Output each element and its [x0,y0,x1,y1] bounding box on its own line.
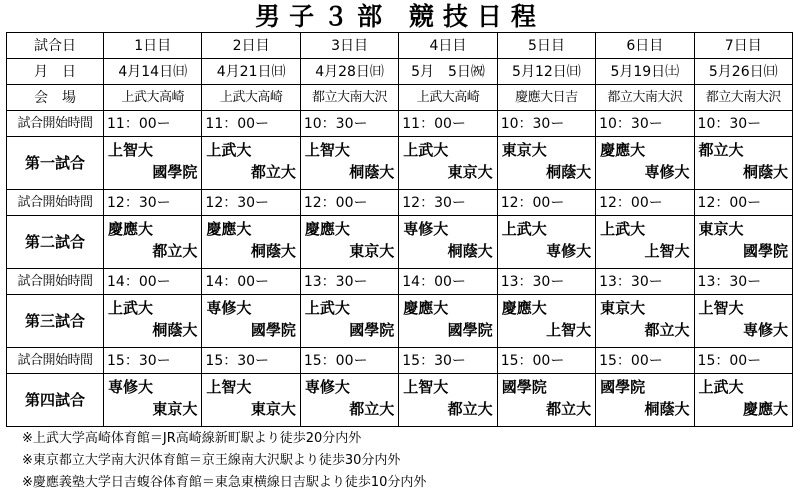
team-home: 慶應大 [206,220,252,238]
team-away: 都立大 [349,400,395,418]
team-home: 上武大 [600,220,646,238]
start-time-cell: 11：00ー [399,111,497,137]
date-cell: 5月19日㈯ [596,59,694,85]
day-cell: 7日目 [694,33,792,59]
row-label-date: 月 日 [7,59,104,85]
start-time-cell: 15：00ー [497,348,595,374]
venue-cell: 都立大南大沢 [596,85,694,111]
row-start-time [7,348,793,374]
team-away: 國學院 [152,163,198,181]
start-time-cell: 10：30ー [694,111,792,137]
team-home: 上智大 [108,141,154,159]
team-home: 上智大 [403,378,449,396]
team-home: 國學院 [501,378,547,396]
row-label-start: 試合開始時間 [7,269,104,295]
row-venue [7,85,793,111]
team-home: 上智大 [304,141,350,159]
start-time-cell: 15：30ー [399,348,497,374]
match-cell [300,137,398,190]
team-home: 上武大 [698,378,744,396]
venue-cell: 上武大高崎 [399,85,497,111]
match-cell [300,216,398,269]
match-cell [497,374,595,427]
start-time-cell: 15：30ー [202,348,300,374]
team-home: 上智大 [698,299,744,317]
start-time-cell: 10：30ー [300,111,398,137]
start-time-cell: 12：00ー [497,190,595,216]
team-away: 國學院 [742,242,788,260]
row-label-start: 試合開始時間 [7,190,104,216]
team-away: 桐蔭大 [349,163,395,181]
team-away: 東京大 [447,163,493,181]
match-cell [202,295,300,348]
team-away: 都立大 [546,400,592,418]
team-home: 慶應大 [403,299,449,317]
team-home: 慶應大 [600,141,646,159]
day-cell: 6日目 [596,33,694,59]
match-cell [300,374,398,427]
match-cell [104,295,202,348]
match-cell [596,295,694,348]
team-home: 東京大 [501,141,547,159]
row-label-start: 試合開始時間 [7,348,104,374]
start-time-cell: 12：30ー [104,190,202,216]
row-start-time [7,111,793,137]
start-time-cell: 10：30ー [596,111,694,137]
team-away: 東京大 [349,242,395,260]
start-time-cell: 12：00ー [694,190,792,216]
team-home: 都立大 [698,141,744,159]
start-time-cell: 14：00ー [399,269,497,295]
game-label: 第二試合 [7,216,104,269]
page-title: 男子３部 競技日程 [255,2,545,31]
schedule-body [7,33,793,427]
team-away: 桐蔭大 [152,321,198,339]
start-time-cell: 11：00ー [104,111,202,137]
team-away: 上智大 [546,321,592,339]
team-away: 専修大 [546,242,592,260]
row-label-day: 試合日 [7,33,104,59]
team-home: 東京大 [698,220,744,238]
team-home: 東京大 [600,299,646,317]
venue-cell: 上武大高崎 [104,85,202,111]
match-cell [399,137,497,190]
row-start-time [7,269,793,295]
team-away: 東京大 [152,400,198,418]
team-home: 上武大 [108,299,154,317]
schedule-table [6,32,793,427]
team-away: 都立大 [447,400,493,418]
start-time-cell: 13：30ー [300,269,398,295]
note: ※上武大学高崎体育館＝JR高崎線新町駅より徒歩20分内外 [22,431,362,446]
day-cell: 5日目 [497,33,595,59]
team-home: 専修大 [403,220,449,238]
start-time-cell: 10：30ー [497,111,595,137]
team-away: 都立大 [250,163,296,181]
team-home: 専修大 [108,378,154,396]
match-cell [399,374,497,427]
date-cell: 5月 5日㈷ [399,59,497,85]
match-cell [596,137,694,190]
team-home: 上武大 [206,141,252,159]
team-home: 専修大 [304,378,350,396]
match-cell [104,374,202,427]
notes [22,428,426,494]
row-label-venue: 会 場 [7,85,104,111]
team-home: 上武大 [304,299,350,317]
date-cell: 5月12日㈰ [497,59,595,85]
start-time-cell: 15：00ー [596,348,694,374]
row-match [7,295,793,348]
row-match [7,374,793,427]
start-time-cell: 15：00ー [300,348,398,374]
start-time-cell: 11：00ー [202,111,300,137]
match-cell [104,216,202,269]
team-away: 國學院 [250,321,296,339]
team-home: 慶應大 [108,220,154,238]
venue-cell: 都立大南大沢 [694,85,792,111]
team-away: 都立大 [644,321,690,339]
team-home: 上武大 [403,141,449,159]
match-cell [497,295,595,348]
day-cell: 2日目 [202,33,300,59]
team-home: 國學院 [600,378,646,396]
team-home: 専修大 [206,299,252,317]
match-cell [497,137,595,190]
team-away: 桐蔭大 [644,400,690,418]
team-away: 上智大 [644,242,690,260]
start-time-cell: 12：00ー [596,190,694,216]
match-cell [596,374,694,427]
row-label-start: 試合開始時間 [7,111,104,137]
match-cell [596,216,694,269]
team-away: 東京大 [250,400,296,418]
day-cell: 1日目 [104,33,202,59]
match-cell [300,295,398,348]
team-away: 都立大 [152,242,198,260]
team-away: 慶應大 [742,400,788,418]
date-cell: 5月26日㈰ [694,59,792,85]
start-time-cell: 13：30ー [694,269,792,295]
match-cell [202,137,300,190]
match-cell [399,295,497,348]
day-cell: 4日目 [399,33,497,59]
team-home: 上智大 [206,378,252,396]
start-time-cell: 15：30ー [104,348,202,374]
team-away: 専修大 [644,163,690,181]
start-time-cell: 13：30ー [497,269,595,295]
row-date [7,59,793,85]
venue-cell: 上武大高崎 [202,85,300,111]
date-cell: 4月21日㈰ [202,59,300,85]
match-cell [694,295,792,348]
row-match [7,137,793,190]
match-cell [497,216,595,269]
team-away: 桐蔭大 [742,163,788,181]
day-cell: 3日目 [300,33,398,59]
game-label: 第三試合 [7,295,104,348]
start-time-cell: 12：00ー [300,190,398,216]
match-cell [104,137,202,190]
start-time-cell: 12：30ー [399,190,497,216]
note: ※東京都立大学南大沢体育館＝京王線南大沢駅より徒歩30分内外 [22,453,401,468]
start-time-cell: 15：00ー [694,348,792,374]
match-cell [202,374,300,427]
row-match [7,216,793,269]
venue-cell: 都立大南大沢 [300,85,398,111]
start-time-cell: 12：30ー [202,190,300,216]
team-away: 桐蔭大 [250,242,296,260]
game-label: 第一試合 [7,137,104,190]
team-away: 國學院 [447,321,493,339]
team-away: 桐蔭大 [546,163,592,181]
team-home: 慶應大 [304,220,350,238]
match-cell [399,216,497,269]
team-away: 専修大 [742,321,788,339]
match-cell [694,374,792,427]
team-home: 上武大 [501,220,547,238]
start-time-cell: 13：30ー [596,269,694,295]
match-cell [694,216,792,269]
game-label: 第四試合 [7,374,104,427]
match-cell [694,137,792,190]
start-time-cell: 14：00ー [202,269,300,295]
date-cell: 4月28日㈰ [300,59,398,85]
match-cell [202,216,300,269]
team-away: 國學院 [349,321,395,339]
start-time-cell: 14：00ー [104,269,202,295]
venue-cell: 慶應大日吉 [497,85,595,111]
row-start-time [7,190,793,216]
date-cell: 4月14日㈰ [104,59,202,85]
row-day [7,33,793,59]
note: ※慶應義塾大学日吉蝮谷体育館＝東急東横線日吉駅より徒歩10分内外 [22,475,427,490]
team-home: 慶應大 [501,299,547,317]
team-away: 桐蔭大 [447,242,493,260]
